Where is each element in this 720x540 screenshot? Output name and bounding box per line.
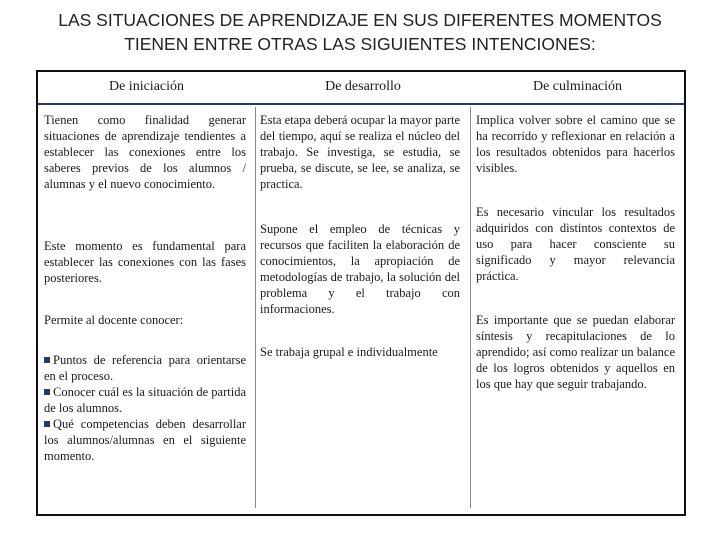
header-culminacion: De culminación xyxy=(532,79,623,94)
desarrollo-paragraph-1: Esta etapa deberá ocupar la mayor parte del tiempo, aquí se realiza el núcleo del trabajo. Se investiga, se estudia, se prueba, se discute, se lee, se analiza, se practica. xyxy=(260,113,460,191)
header-desarrollo: De desarrollo xyxy=(325,79,401,94)
desarrollo-paragraph-3: Se trabaja grupal e individualmente xyxy=(260,345,438,359)
title-line-2: TIENEN ENTRE OTRAS LAS SIGUIENTES INTENCIONES: xyxy=(124,34,596,54)
inicio-bullet-1: Puntos de referencia para orientarse en el proceso. xyxy=(44,353,246,383)
culminacion-paragraph-3: Es importante que se puedan elaborar síntesis y recapitulaciones de lo aprendido; así como realizar un balance de los logros obtenidos y aquellos en los que hay que seguir trabajando. xyxy=(476,313,675,391)
inicio-paragraph-2: Este momento es fundamental para establecer las conexiones con las fases posteriores. xyxy=(44,239,246,285)
inicio-bullet-3: Qué competencias deben desarrollar los alumnos/alumnas en el siguiente momento. xyxy=(44,417,246,463)
moments-table xyxy=(36,70,686,516)
bullet-square-icon xyxy=(44,421,50,427)
bullet-square-icon xyxy=(44,389,50,395)
title-line-1: LAS SITUACIONES DE APRENDIZAJE EN SUS DIFERENTES MOMENTOS xyxy=(58,10,662,30)
page-title xyxy=(20,8,700,56)
inicio-paragraph-1: Tienen como finalidad generar situaciones de aprendizaje tendientes a establecer las conexiones entre los saberes previos de los alumnos / alumnas y el nuevo conocimiento. xyxy=(44,113,246,191)
inicio-paragraph-3: Permite al docente conocer: xyxy=(44,313,184,327)
culminacion-paragraph-1: Implica volver sobre el camino que se ha recorrido y reflexionar en relación a los resultados obtenidos para hacerlos visibles. xyxy=(476,113,675,175)
inicio-bullet-2: Conocer cuál es la situación de partida de los alumnos. xyxy=(44,385,246,415)
column-divider xyxy=(255,107,256,508)
desarrollo-paragraph-2: Supone el empleo de técnicas y recursos que faciliten la elaboración de conocimientos, la apropiación de metodologías de trabajo, la solución del problema y el trabajo con informaciones. xyxy=(260,222,460,316)
header-iniciacion: De iniciación xyxy=(108,79,185,94)
culminacion-paragraph-2: Es necesario vincular los resultados adquiridos con distintos contextos de uso para hacer consciente su significado y mayor relevancia práctica. xyxy=(476,205,675,283)
bullet-square-icon xyxy=(44,357,50,363)
column-divider xyxy=(470,107,471,508)
inicio-bullet-list xyxy=(44,352,246,464)
